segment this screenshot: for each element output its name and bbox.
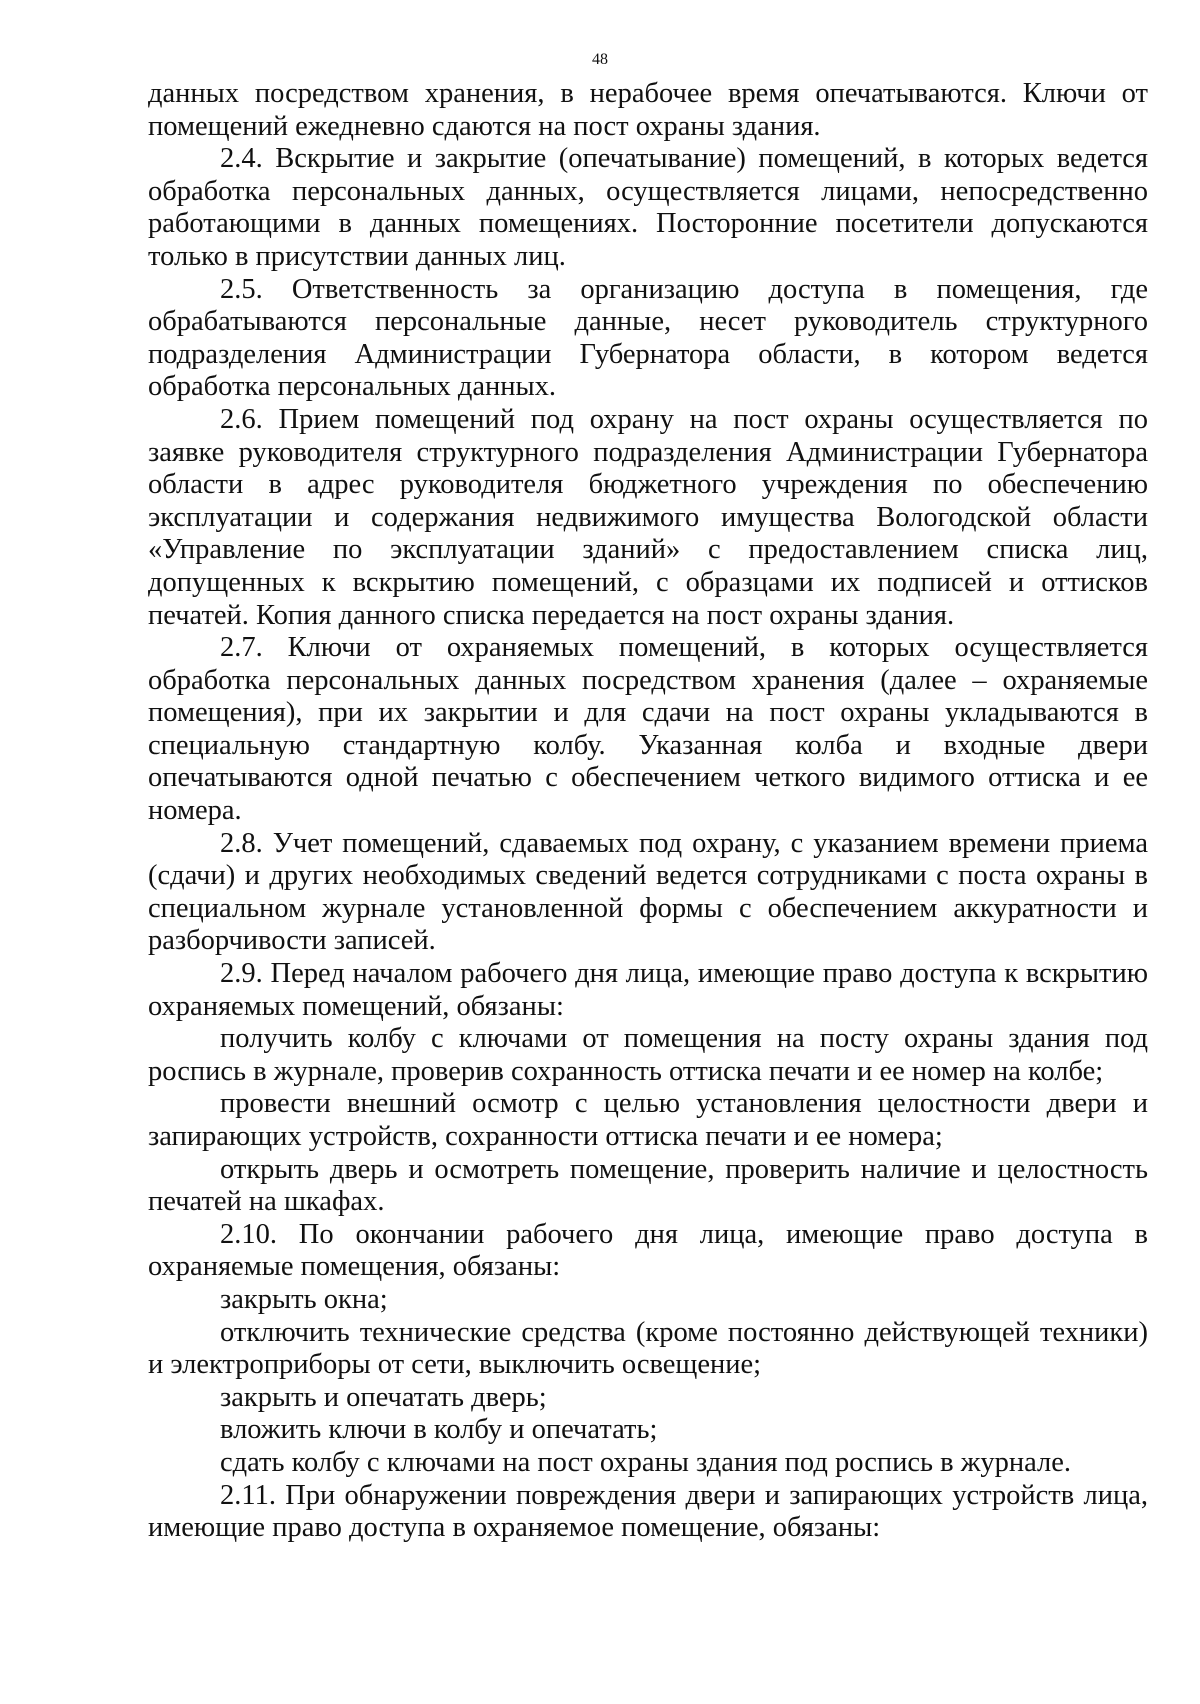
list-item-seal-keys: вложить ключи в колбу и опечатать; [220, 1414, 658, 1446]
paragraph-2-5: 2.5. Ответственность за организацию доступа в помещения, где обрабатываются персональные данные, несет руководитель структурного подразделения Администрации Губернатора области, в котором ведется обработка персональных данных. [148, 273, 1148, 403]
paragraph-2-6: 2.6. Прием помещений под охрану на пост охраны осуществляется по заявке руководителя структурного подразделения Администрации Губернатора области в адрес руководителя бюджетного учреждения по обеспечению эксплуатации и содержания недвижимого имущества Вологодской области «Управление по эксплуатации зданий» с предоставлением списка лиц, допущенных к вскрытию помещений, с образцами их подписей и оттисков печатей. Копия данного списка передается на пост охраны здания. [148, 403, 1148, 631]
list-item-get-flask: получить колбу с ключами от помещения на посту охраны здания под роспись в журнале, проверив сохранность оттиска печати и ее номер на колбе; [148, 1023, 1148, 1087]
page-number: 48 [592, 51, 608, 68]
paragraph-2-9: 2.9. Перед началом рабочего дня лица, имеющие право доступа к вскрытию охраняемых помещений, обязаны: [148, 958, 1148, 1022]
list-item-open-door: открыть дверь и осмотреть помещение, проверить наличие и целостность печатей на шкафах. [148, 1153, 1148, 1218]
paragraph-2-11: 2.11. При обнаружении повреждения двери и запирающих устройств лица, имеющие право доступа в охраняемое помещение, обязаны: [148, 1479, 1148, 1544]
paragraph-2-10: 2.10. По окончании рабочего дня лица, имеющие право доступа в охраняемые помещения, обязаны: [148, 1218, 1148, 1283]
list-item-seal-door: закрыть и опечатать дверь; [220, 1381, 547, 1413]
list-item-close-windows: закрыть окна; [220, 1283, 388, 1315]
paragraph-2-4: 2.4. Вскрытие и закрытие (опечатывание) помещений, в которых ведется обработка персональных данных, осуществляется лицами, непосредственно работающими в данных помещениях. Посторонние посетители допускаются только в присутствии данных лиц. [148, 143, 1148, 272]
list-item-disconnect-devices: отключить технические средства (кроме постоянно действующей техники) и электроприборы от сети, выключить освещение; [148, 1316, 1148, 1381]
paragraph-2-8: 2.8. Учет помещений, сдаваемых под охрану, с указанием времени приема (сдачи) и других необходимых сведений ведется сотрудниками с поста охраны в специальном журнале установленной формы с обеспечением аккуратности и разборчивости записей. [148, 827, 1148, 957]
list-item-inspect-door: провести внешний осмотр с целью установления целостности двери и запирающих устройств, сохранности оттиска печати и ее номера; [148, 1088, 1148, 1152]
document-body [148, 78, 1148, 1545]
paragraph-2-7: 2.7. Ключи от охраняемых помещений, в которых осуществляется обработка персональных данных посредством хранения (далее – охраняемые помещения), при их закрытии и для сдачи на пост охраны укладываются в специальную стандартную колбу. Указанная колба и входные двери опечатываются одной печатью с обеспечением четкого видимого оттиска и ее номера. [148, 632, 1148, 827]
paragraph-continuation: данных посредством хранения, в нерабочее время опечатываются. Ключи от помещений ежедневно сдаются на пост охраны здания. [148, 78, 1148, 142]
list-item-hand-over-flask: сдать колбу с ключами на пост охраны здания под роспись в журнале. [220, 1446, 1072, 1478]
